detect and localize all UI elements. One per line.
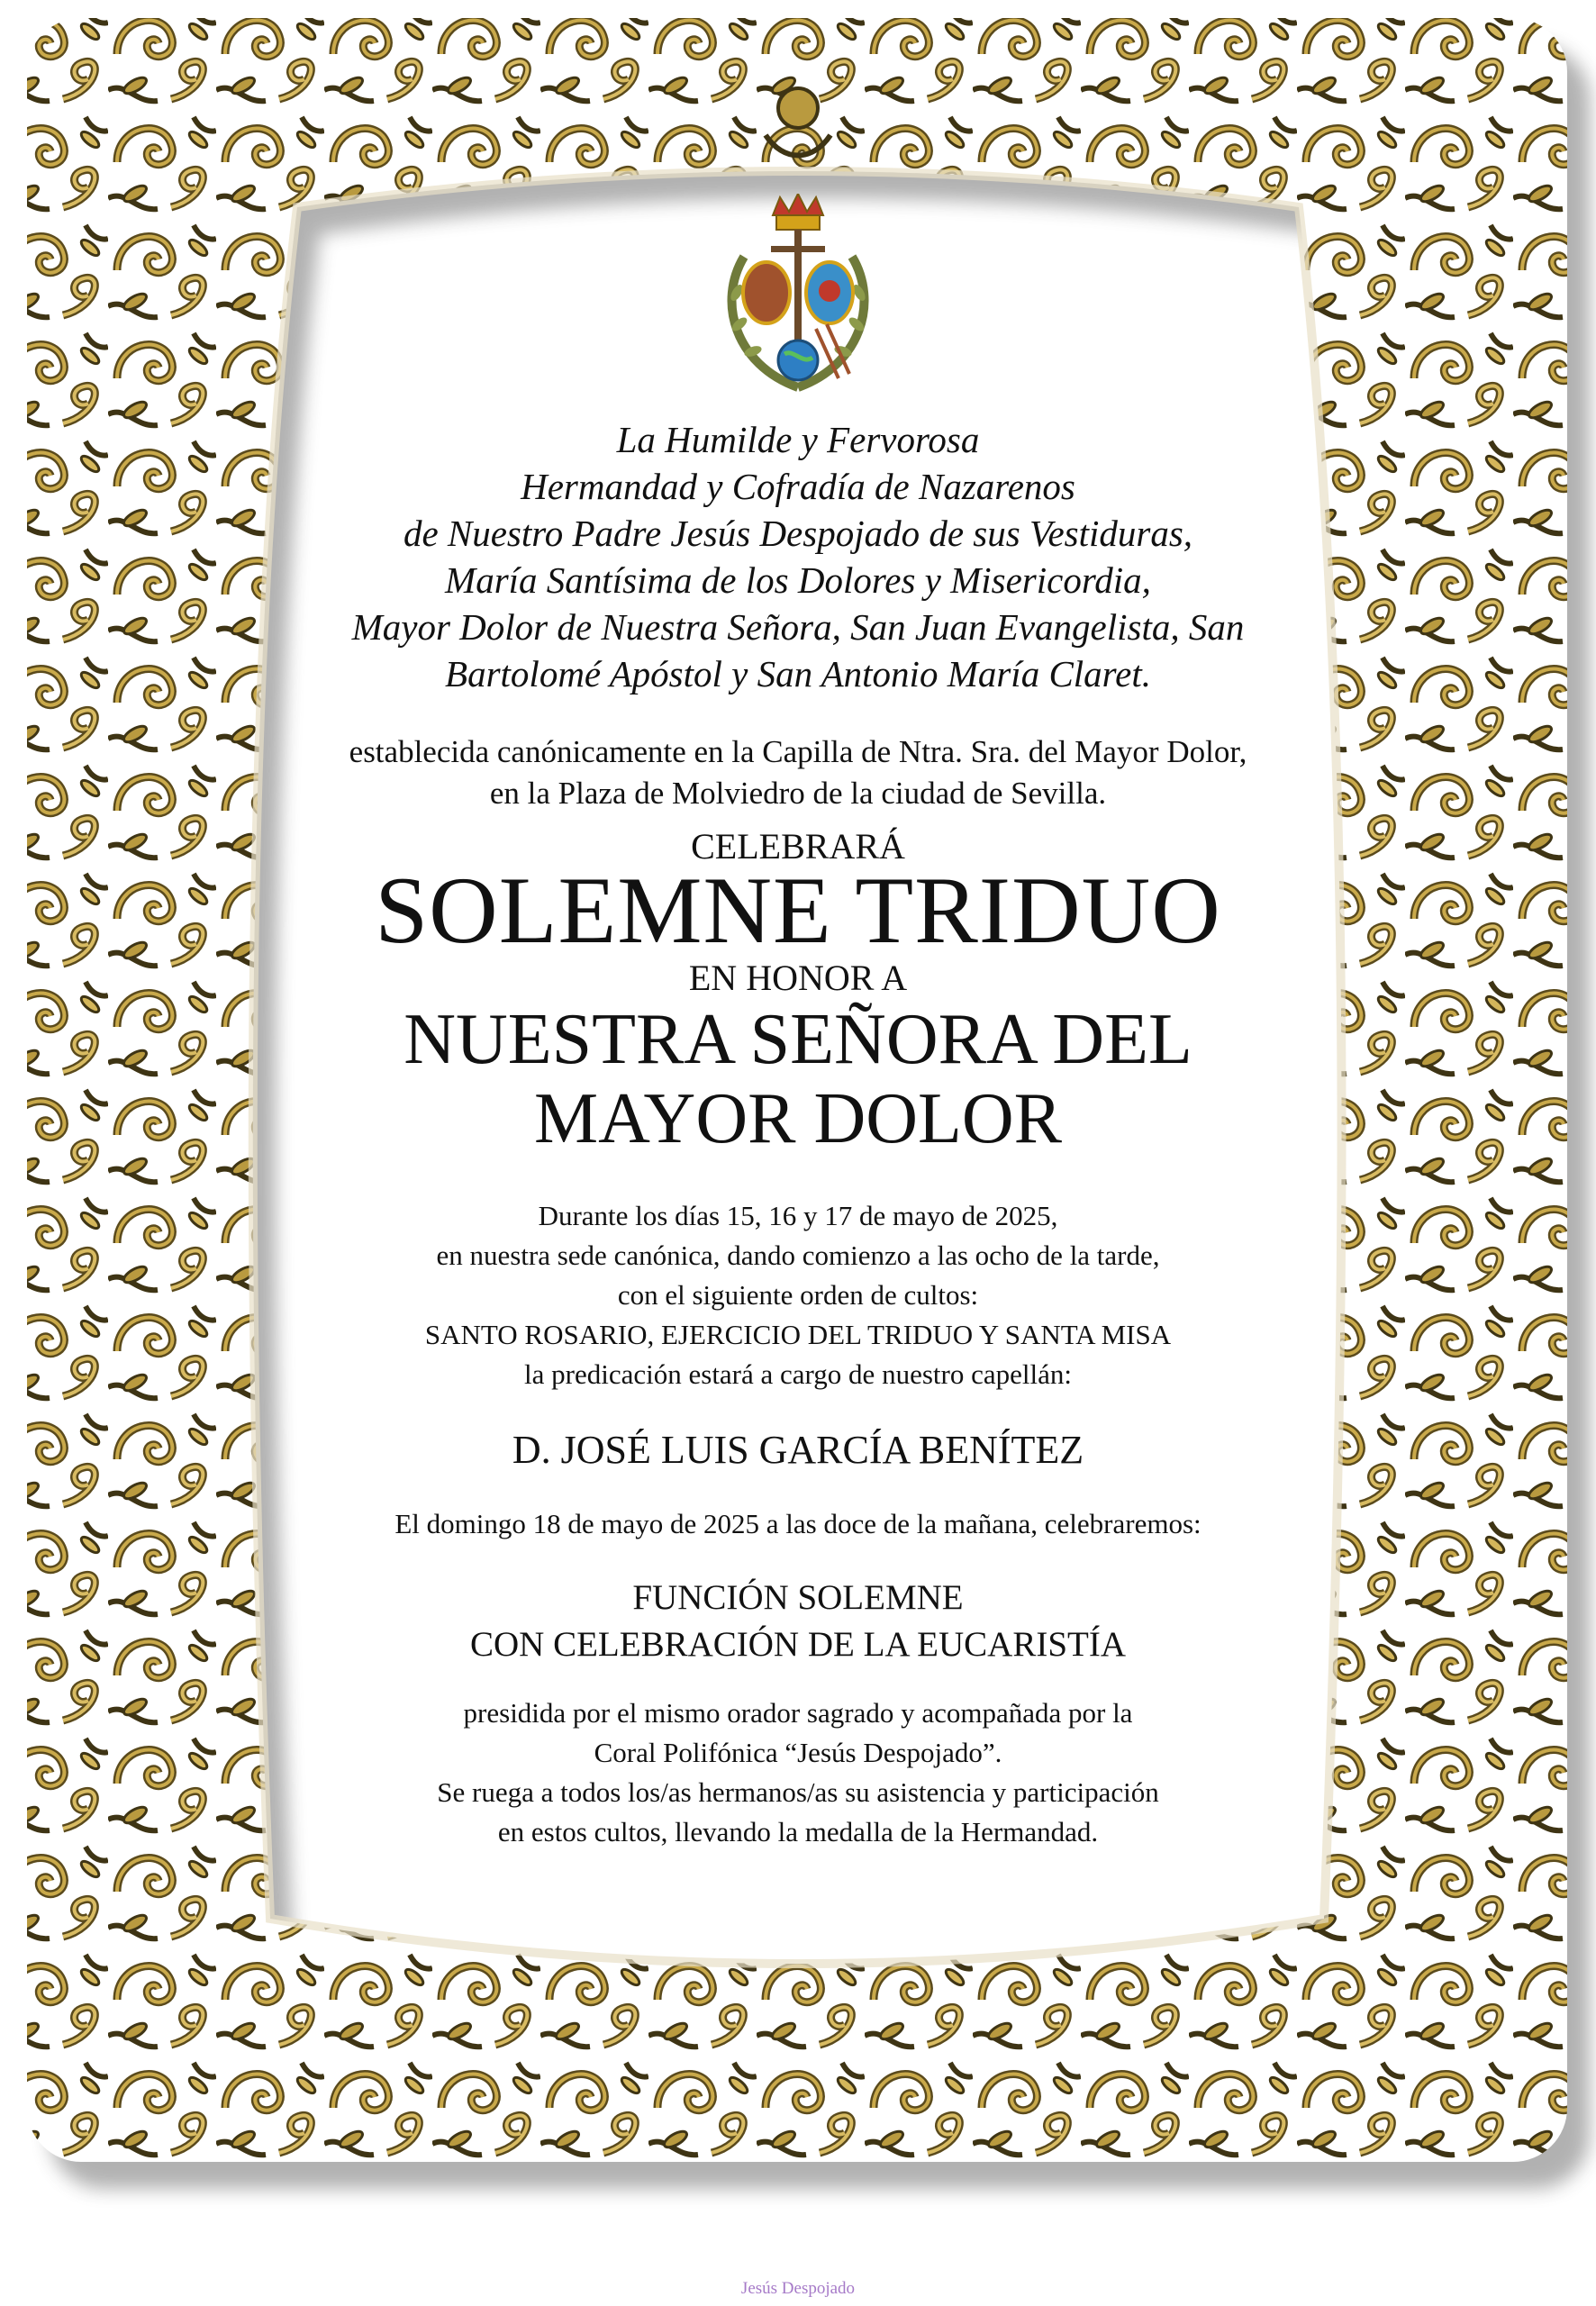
hermandad-crest-icon (717, 194, 879, 410)
brotherhood-name (270, 416, 1326, 697)
brotherhood-line: Mayor Dolor de Nuestra Señora, San Juan Evangelista, San (351, 606, 1245, 648)
sunday-text: El domingo 18 de mayo de 2025 a las doce de la mañana, celebraremos: (394, 1508, 1202, 1539)
dedication-line: MAYOR DOLOR (533, 1079, 1062, 1158)
brotherhood-line: de Nuestro Padre Jesús Despojado de sus Vestiduras, (403, 513, 1193, 554)
brotherhood-line: La Humilde y Fervorosa (616, 419, 980, 460)
celebrara-label: CELEBRARÁ (691, 826, 905, 867)
dedication-line: NUESTRA SEÑORA DEL (404, 1000, 1192, 1079)
triduo-line: SANTO ROSARIO, EJERCICIO DEL TRIDUO Y SANTA MISA (424, 1319, 1172, 1350)
page-title: SOLEMNE TRIDUO (375, 858, 1221, 963)
established-line: establecida canónicamente en la Capilla de Ntra. Sra. del Mayor Dolor, (349, 734, 1247, 769)
closing-line: en estos cultos, llevando la medalla de la Hermandad. (497, 1816, 1099, 1848)
brotherhood-line: Bartolomé Apóstol y San Antonio María Claret. (445, 653, 1151, 695)
closing-line: Coral Polifónica “Jesús Despojado”. (594, 1737, 1002, 1768)
dedication-title (270, 1000, 1326, 1158)
funcion-line: CON CELEBRACIÓN DE LA EUCARISTÍA (470, 1625, 1126, 1664)
honor-label: EN HONOR A (688, 958, 908, 998)
footer-credit: Jesús Despojado (740, 2279, 856, 2298)
triduo-details (270, 1196, 1326, 1394)
triduo-line: con el siguiente orden de cultos: (617, 1279, 979, 1311)
brotherhood-line: María Santísima de los Dolores y Misericordia, (445, 559, 1151, 601)
preacher-name: D. JOSÉ LUIS GARCÍA BENÍTEZ (512, 1428, 1084, 1472)
established-line: en la Plaza de Molviedro de la ciudad de Sevilla. (489, 776, 1107, 811)
closing-line: presidida por el mismo orador sagrado y acompañada por la (463, 1697, 1133, 1729)
brotherhood-line: Hermandad y Cofradía de Nazarenos (521, 466, 1075, 507)
triduo-line: en nuestra sede canónica, dando comienzo a las ocho de la tarde, (436, 1239, 1160, 1271)
closing-text (270, 1693, 1326, 1852)
triduo-line: la predicación estará a cargo de nuestro capellán: (524, 1358, 1072, 1390)
funcion-line: FUNCIÓN SOLEMNE (632, 1578, 964, 1617)
triduo-line: Durante los días 15, 16 y 17 de mayo de 2025, (538, 1200, 1058, 1231)
established-text (270, 731, 1326, 814)
closing-line: Se ruega a todos los/as hermanos/as su asistencia y participación (437, 1776, 1159, 1808)
funcion-title (270, 1575, 1326, 1668)
